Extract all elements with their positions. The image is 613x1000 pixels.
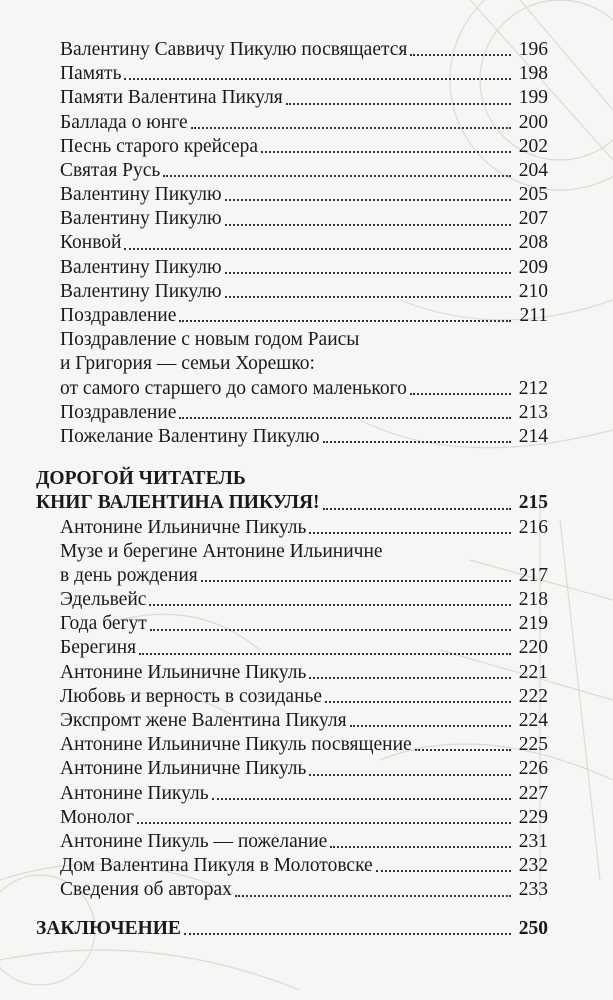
dot-leader	[225, 199, 511, 201]
toc-entry-page: 220	[518, 637, 548, 659]
dot-leader	[309, 677, 511, 679]
toc-entry-title: Монолог	[60, 806, 135, 828]
dot-leader	[325, 701, 511, 703]
toc-entry-page: 207	[518, 208, 548, 230]
dot-leader	[415, 749, 511, 751]
toc-entry-title: Памяти Валентина Пикуля	[60, 87, 283, 109]
toc-entry	[36, 782, 548, 806]
toc-entry-page: 232	[518, 855, 548, 877]
toc-entry	[36, 830, 548, 854]
toc-entry-title: Антонине Ильиничне Пикуль	[60, 661, 307, 683]
toc-entry-page: 205	[518, 184, 548, 206]
toc-entry-title: Дом Валентина Пикуля в Молотовске	[60, 855, 373, 877]
dot-leader	[184, 933, 511, 935]
toc-entry-title: Валентину Саввичу Пикулю посвящается	[60, 38, 408, 60]
dot-leader	[149, 604, 511, 606]
dot-leader	[179, 320, 511, 322]
toc-entry	[36, 135, 548, 159]
dot-leader	[124, 248, 511, 250]
toc-entry-title-line: Музе и берегине Антонине Ильиничне	[60, 540, 383, 562]
toc-entry-page: 221	[518, 661, 548, 683]
toc-entry-title: Валентину Пикулю	[60, 256, 222, 278]
dot-leader	[139, 653, 511, 655]
toc-entry	[36, 280, 548, 304]
dot-leader	[309, 532, 511, 534]
dot-leader	[376, 870, 511, 872]
toc-entry	[36, 86, 548, 110]
dot-leader	[225, 272, 511, 274]
section-heading-line: КНИГ ВАЛЕНТИНА ПИКУЛЯ!	[36, 492, 320, 514]
dot-leader	[350, 725, 511, 727]
toc-entry	[36, 256, 548, 280]
toc-entry-title: Святая Русь	[60, 159, 161, 181]
toc-entry-title: Антонине Ильиничне Пикуль	[60, 516, 307, 538]
toc-entry-page: 224	[518, 710, 548, 732]
toc-entry-page: 200	[518, 111, 548, 133]
toc-entry-title: Поздравление	[60, 305, 177, 327]
table-of-contents	[36, 38, 548, 941]
toc-entry-page: 217	[518, 564, 548, 586]
toc-entry-title: Пожелание Валентину Пикулю	[60, 425, 320, 447]
toc-entry-page: 212	[518, 377, 548, 399]
toc-entry-title: Антонине Пикуль — пожелание	[60, 830, 328, 852]
toc-entry-page: 233	[518, 879, 548, 901]
toc-entry-title: Экспромт жене Валентина Пикуля	[60, 710, 347, 732]
dot-leader	[212, 798, 511, 800]
toc-entry-page: 204	[518, 159, 548, 181]
toc-entry-title-line: от самого старшего до самого маленького	[60, 377, 407, 399]
toc-entry	[36, 685, 548, 709]
toc-group-reader-a	[36, 516, 548, 540]
dot-leader	[150, 629, 511, 631]
toc-entry	[36, 637, 548, 661]
toc-entry	[36, 806, 548, 830]
dot-leader	[179, 417, 511, 419]
toc-entry-page: 219	[518, 613, 548, 635]
dot-leader	[309, 774, 511, 776]
dot-leader	[286, 103, 511, 105]
toc-entry	[36, 516, 548, 540]
toc-entry-page: 215	[518, 492, 548, 514]
toc-entry	[36, 111, 548, 135]
toc-group-reader-b	[36, 588, 548, 902]
toc-entry-title: Конвой	[60, 232, 122, 254]
dot-leader	[201, 580, 511, 582]
toc-entry	[36, 854, 548, 878]
toc-entry	[36, 304, 548, 328]
toc-entry-title: Баллада о юнге	[60, 111, 188, 133]
toc-entry	[36, 709, 548, 733]
dot-leader	[410, 54, 511, 56]
dot-leader	[330, 846, 511, 848]
toc-entry	[36, 878, 548, 902]
toc-entry	[36, 425, 548, 449]
toc-entry-page: 211	[519, 305, 548, 327]
toc-entry	[36, 159, 548, 183]
toc-entry-page: 196	[518, 38, 548, 60]
toc-entry-title: Валентину Пикулю	[60, 280, 222, 302]
toc-entry-title: Поздравление	[60, 401, 177, 423]
toc-entry-page: 225	[518, 734, 548, 756]
toc-entry	[36, 232, 548, 256]
toc-entry-page: 208	[518, 232, 548, 254]
dot-leader	[191, 127, 511, 129]
toc-entry-page: 210	[518, 280, 548, 302]
toc-entry-page: 202	[518, 135, 548, 157]
toc-entry-title: Любовь и верность в созиданье	[60, 685, 323, 707]
toc-entry-page: 218	[518, 589, 548, 611]
toc-entry-page: 231	[518, 830, 548, 852]
toc-entry-title: Года бегут	[60, 613, 147, 635]
toc-entry-title: Песнь старого крейсера	[60, 135, 259, 157]
toc-entry	[36, 62, 548, 86]
toc-entry-title-line: Поздравление с новым годом Раисы	[60, 329, 360, 351]
toc-entry-title: Антонине Пикуль	[60, 782, 209, 804]
toc-entry-title-line: и Григория — семьи Хорешко:	[60, 353, 315, 375]
toc-entry	[36, 612, 548, 636]
dot-leader	[323, 508, 511, 510]
toc-group-after-multiline	[36, 401, 548, 449]
toc-entry-page: 226	[518, 758, 548, 780]
toc-entry	[36, 207, 548, 231]
toc-entry-multiline	[36, 328, 548, 401]
dot-leader	[235, 895, 511, 897]
toc-entry-title: Берегиня	[60, 637, 137, 659]
toc-entry-page: 227	[518, 782, 548, 804]
dot-leader	[323, 441, 511, 443]
toc-entry-title: Эдельвейс	[60, 589, 147, 611]
toc-entry	[36, 38, 548, 62]
toc-group-top	[36, 38, 548, 328]
section-heading-line: ЗАКЛЮЧЕНИЕ	[36, 917, 181, 939]
toc-entry-page: 214	[518, 425, 548, 447]
section-heading-reader	[36, 467, 548, 515]
toc-entry	[36, 661, 548, 685]
toc-entry-title: Сведения об авторах	[60, 879, 232, 901]
toc-entry-multiline	[36, 540, 548, 588]
dot-leader	[225, 224, 511, 226]
toc-entry-page: 209	[518, 256, 548, 278]
dot-leader	[225, 296, 511, 298]
toc-entry	[36, 757, 548, 781]
toc-entry-title: Память	[60, 63, 122, 85]
toc-entry-page: 199	[518, 87, 548, 109]
section-heading-conclusion	[36, 917, 548, 941]
section-heading-line: ДОРОГОЙ ЧИТАТЕЛЬ	[36, 468, 246, 490]
toc-entry	[36, 588, 548, 612]
toc-entry-title: Антонине Ильиничне Пикуль	[60, 758, 307, 780]
toc-entry-page: 213	[518, 401, 548, 423]
dot-leader	[410, 393, 511, 395]
toc-entry	[36, 733, 548, 757]
toc-entry-page: 216	[518, 516, 548, 538]
toc-entry	[36, 183, 548, 207]
dot-leader	[163, 175, 511, 177]
toc-entry-title: Валентину Пикулю	[60, 184, 222, 206]
toc-entry-page: 222	[518, 685, 548, 707]
dot-leader	[124, 78, 511, 80]
dot-leader	[137, 822, 511, 824]
toc-entry-title: Антонине Ильиничне Пикуль посвящение	[60, 734, 412, 756]
dot-leader	[261, 151, 511, 153]
toc-entry-page: 198	[518, 63, 548, 85]
toc-entry-title-line: в день рождения	[60, 564, 198, 586]
toc-entry-page: 229	[518, 806, 548, 828]
toc-entry	[36, 401, 548, 425]
toc-entry-title: Валентину Пикулю	[60, 208, 222, 230]
toc-entry-page: 250	[518, 917, 548, 939]
